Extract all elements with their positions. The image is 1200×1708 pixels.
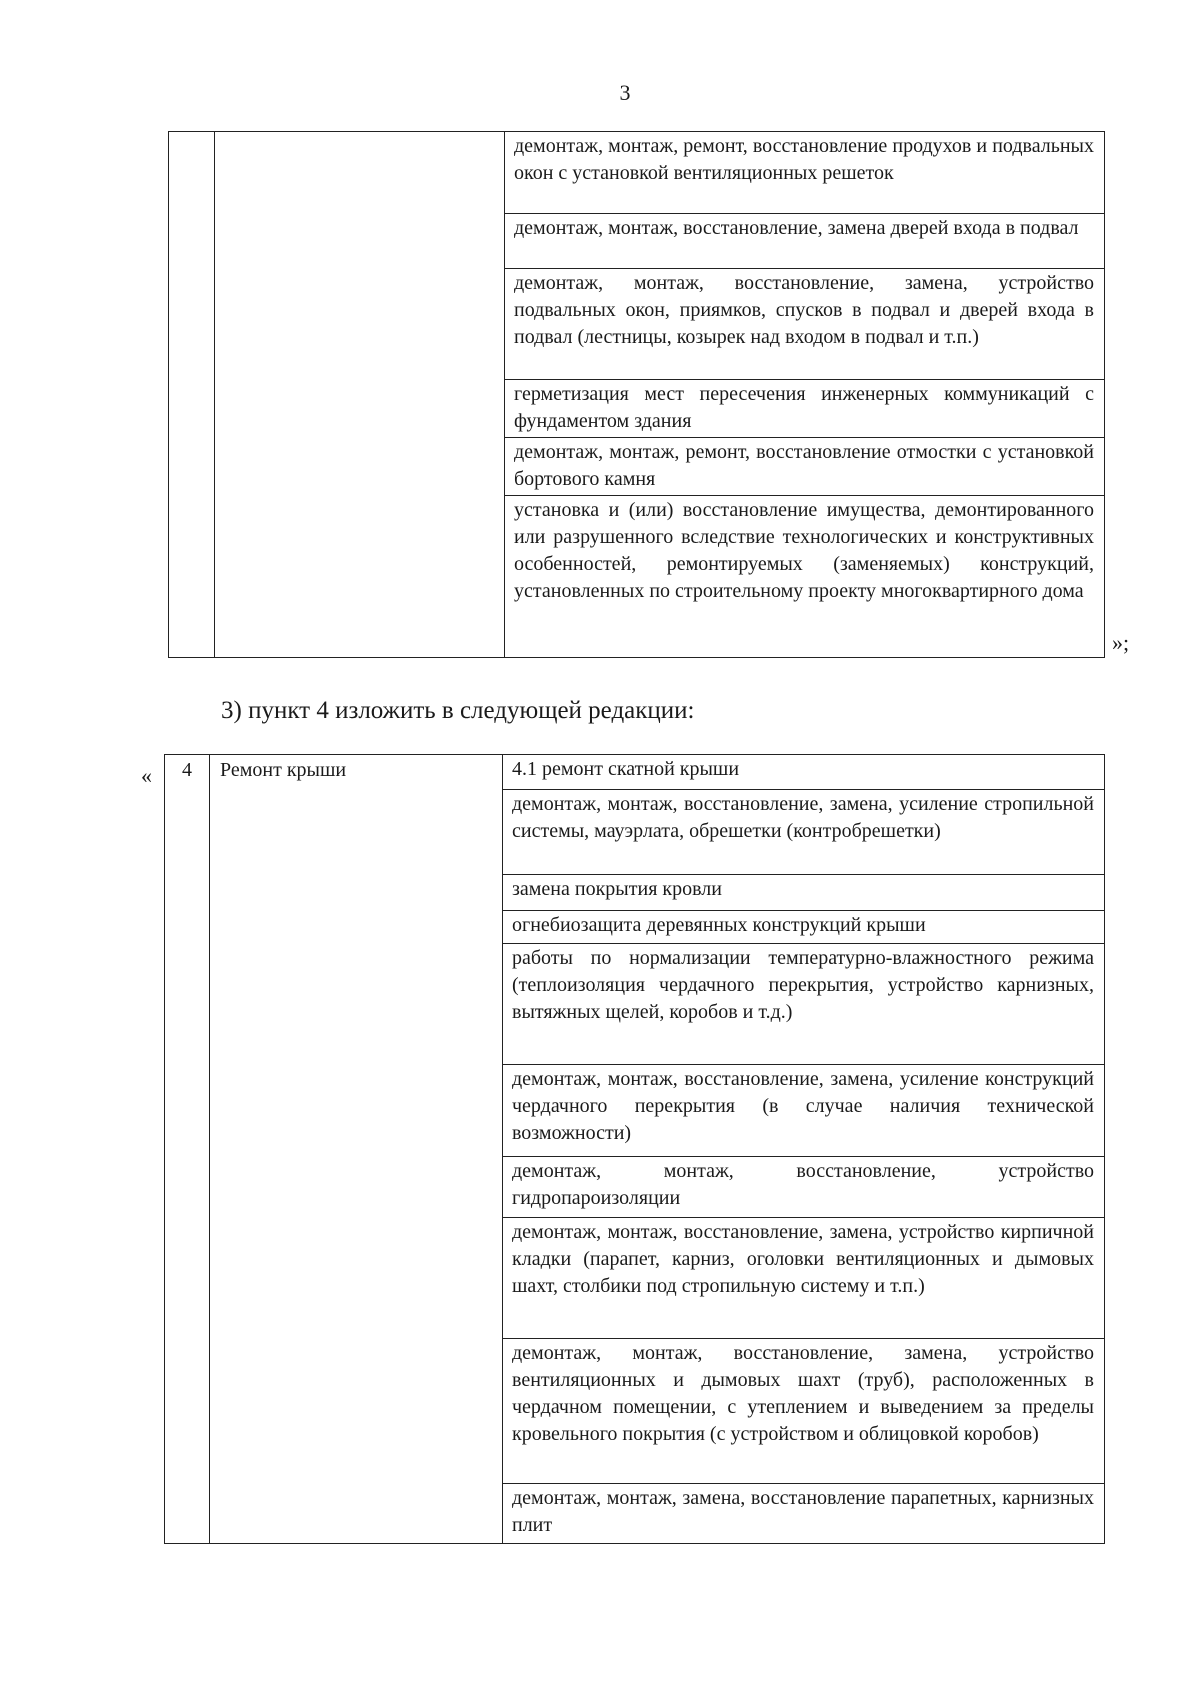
work-item: замена покрытия кровли — [503, 875, 1105, 911]
work-item: демонтаж, монтаж, замена, восстановление парапетных, карнизных плит — [503, 1484, 1105, 1544]
table-continuation — [168, 131, 1105, 658]
work-item: демонтаж, монтаж, восстановление, замена, устройство вентиляционных и дымовых шахт (труб), расположенных в чердачном помещении, с утеплением и выведением за пределы кровельного покрытия (с устройством и облицовкой коробов) — [503, 1339, 1105, 1484]
item-number: 4 — [165, 755, 210, 1544]
table-row — [169, 132, 1105, 214]
name-cell — [215, 132, 505, 658]
work-item: демонтаж, монтаж, ремонт, восстановление продухов и подвальных окон с установкой вентиляционных решеток — [505, 132, 1105, 214]
work-item: демонтаж, монтаж, восстановление, замена, устройство кирпичной кладки (парапет, карниз, оголовки вентиляционных и дымовых шахт, столбики под стропильную систему и т.п.) — [503, 1218, 1105, 1339]
table-roof-repair — [164, 754, 1105, 1544]
work-item: работы по нормализации температурно-влажностного режима (теплоизоляция чердачного перекрытия, устройство карнизных, вытяжных щелей, коробов и т.д.) — [503, 944, 1105, 1065]
opening-quote: « — [141, 763, 152, 788]
work-item: демонтаж, монтаж, восстановление, замена дверей входа в подвал — [505, 214, 1105, 269]
closing-quote: »; — [1112, 630, 1130, 655]
work-item: демонтаж, монтаж, восстановление, замена, устройство подвальных окон, приямков, спусков в подвал и дверей входа в подвал (лестницы, козырек над входом в подвал и т.п.) — [505, 269, 1105, 380]
amendment-paragraph: 3) пункт 4 изложить в следующей редакции: — [221, 697, 695, 724]
work-item: герметизация мест пересечения инженерных коммуникаций с фундаментом здания — [505, 380, 1105, 438]
work-item: демонтаж, монтаж, ремонт, восстановление отмостки с установкой бортового камня — [505, 438, 1105, 496]
work-item: демонтаж, монтаж, восстановление, устройство гидропароизоляции — [503, 1157, 1105, 1218]
work-item: демонтаж, монтаж, восстановление, замена, усиление стропильной системы, мауэрлата, обрешетки (контробрешетки) — [503, 790, 1105, 875]
number-cell — [169, 132, 215, 658]
work-item: установка и (или) восстановление имущества, демонтированного или разрушенного вследствие технологических и конструктивных особенностей, ремонтируемых (заменяемых) конструкций, установленных по строительному проекту многоквартирного дома — [505, 496, 1105, 658]
work-item: огнебиозащита деревянных конструкций крыши — [503, 911, 1105, 944]
table-row — [165, 755, 1105, 790]
item-name: Ремонт крыши — [210, 755, 503, 1544]
work-item: демонтаж, монтаж, восстановление, замена, усиление конструкций чердачного перекрытия (в случае наличия технической возможности) — [503, 1065, 1105, 1157]
work-item: 4.1 ремонт скатной крыши — [503, 755, 1105, 790]
page-number: 3 — [619, 80, 631, 105]
